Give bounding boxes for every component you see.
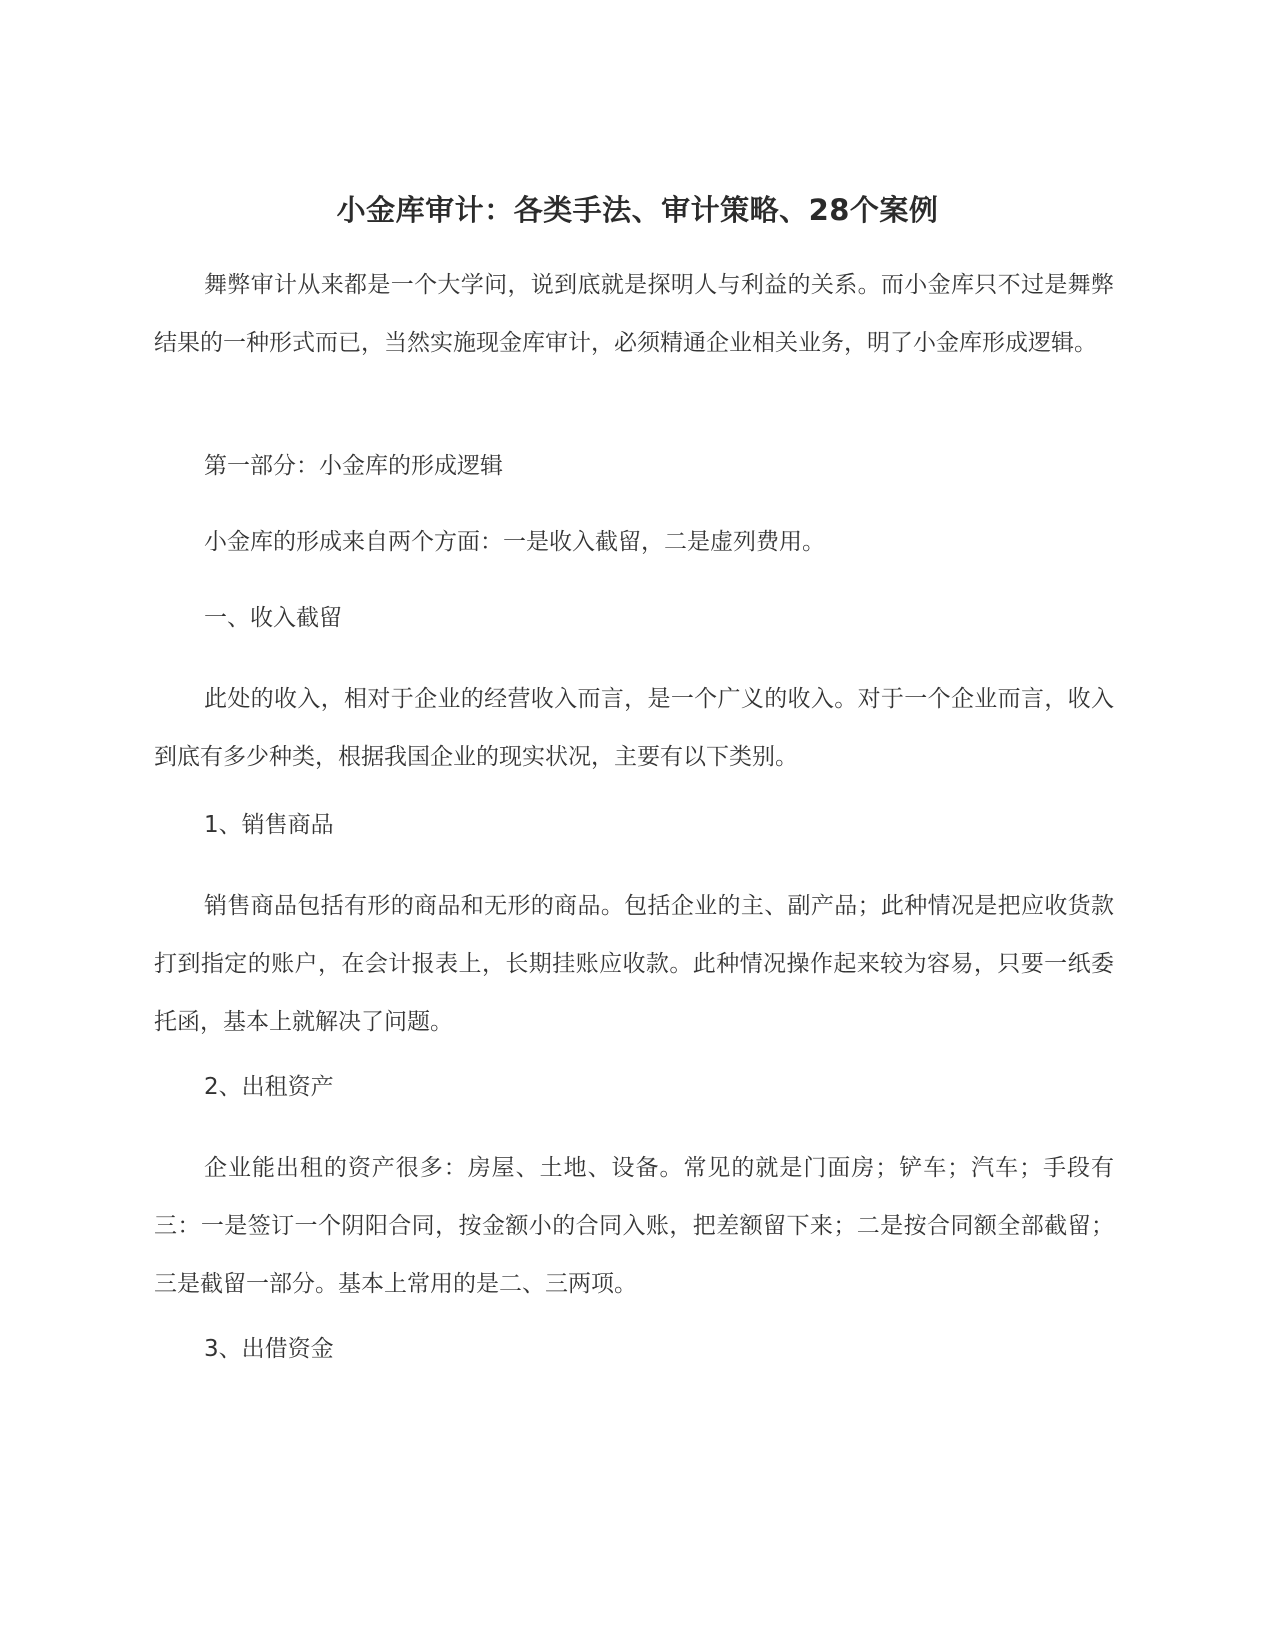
part1-heading: 第一部分：小金库的形成逻辑 <box>204 453 503 479</box>
item2-paragraph: 企业能出租的资产很多：房屋、土地、设备。常见的就是门面房；铲车；汽车；手段有三：一是签订一个阴阳合同，按金额小的合同入账，把差额留下来；二是按合同额全部截留；三是截留一部分。基本上常用的是二、三两项。 <box>154 1155 1114 1297</box>
item2-heading: 2、出租资产 <box>204 1074 334 1100</box>
part1-intro-paragraph: 小金库的形成来自两个方面：一是收入截留，二是虚列费用。 <box>204 529 825 555</box>
section1-heading: 一、收入截留 <box>204 605 342 631</box>
item1-paragraph: 销售商品包括有形的商品和无形的商品。包括企业的主、副产品；此种情况是把应收货款打到指定的账户，在会计报表上，长期挂账应收款。此种情况操作起来较为容易，只要一纸委托函，基本上就解决了问题。 <box>154 893 1114 1035</box>
intro-paragraph: 舞弊审计从来都是一个大学问，说到底就是探明人与利益的关系。而小金库只不过是舞弊结果的一种形式而已，当然实施现金库审计，必须精通企业相关业务，明了小金库形成逻辑。 <box>154 272 1114 356</box>
item3-heading: 3、出借资金 <box>204 1336 334 1362</box>
document-title: 小金库审计：各类手法、审计策略、28个案例 <box>336 193 939 227</box>
section1-paragraph: 此处的收入，相对于企业的经营收入而言，是一个广义的收入。对于一个企业而言，收入到底有多少种类，根据我国企业的现实状况，主要有以下类别。 <box>154 686 1114 770</box>
item1-heading: 1、销售商品 <box>204 812 334 838</box>
